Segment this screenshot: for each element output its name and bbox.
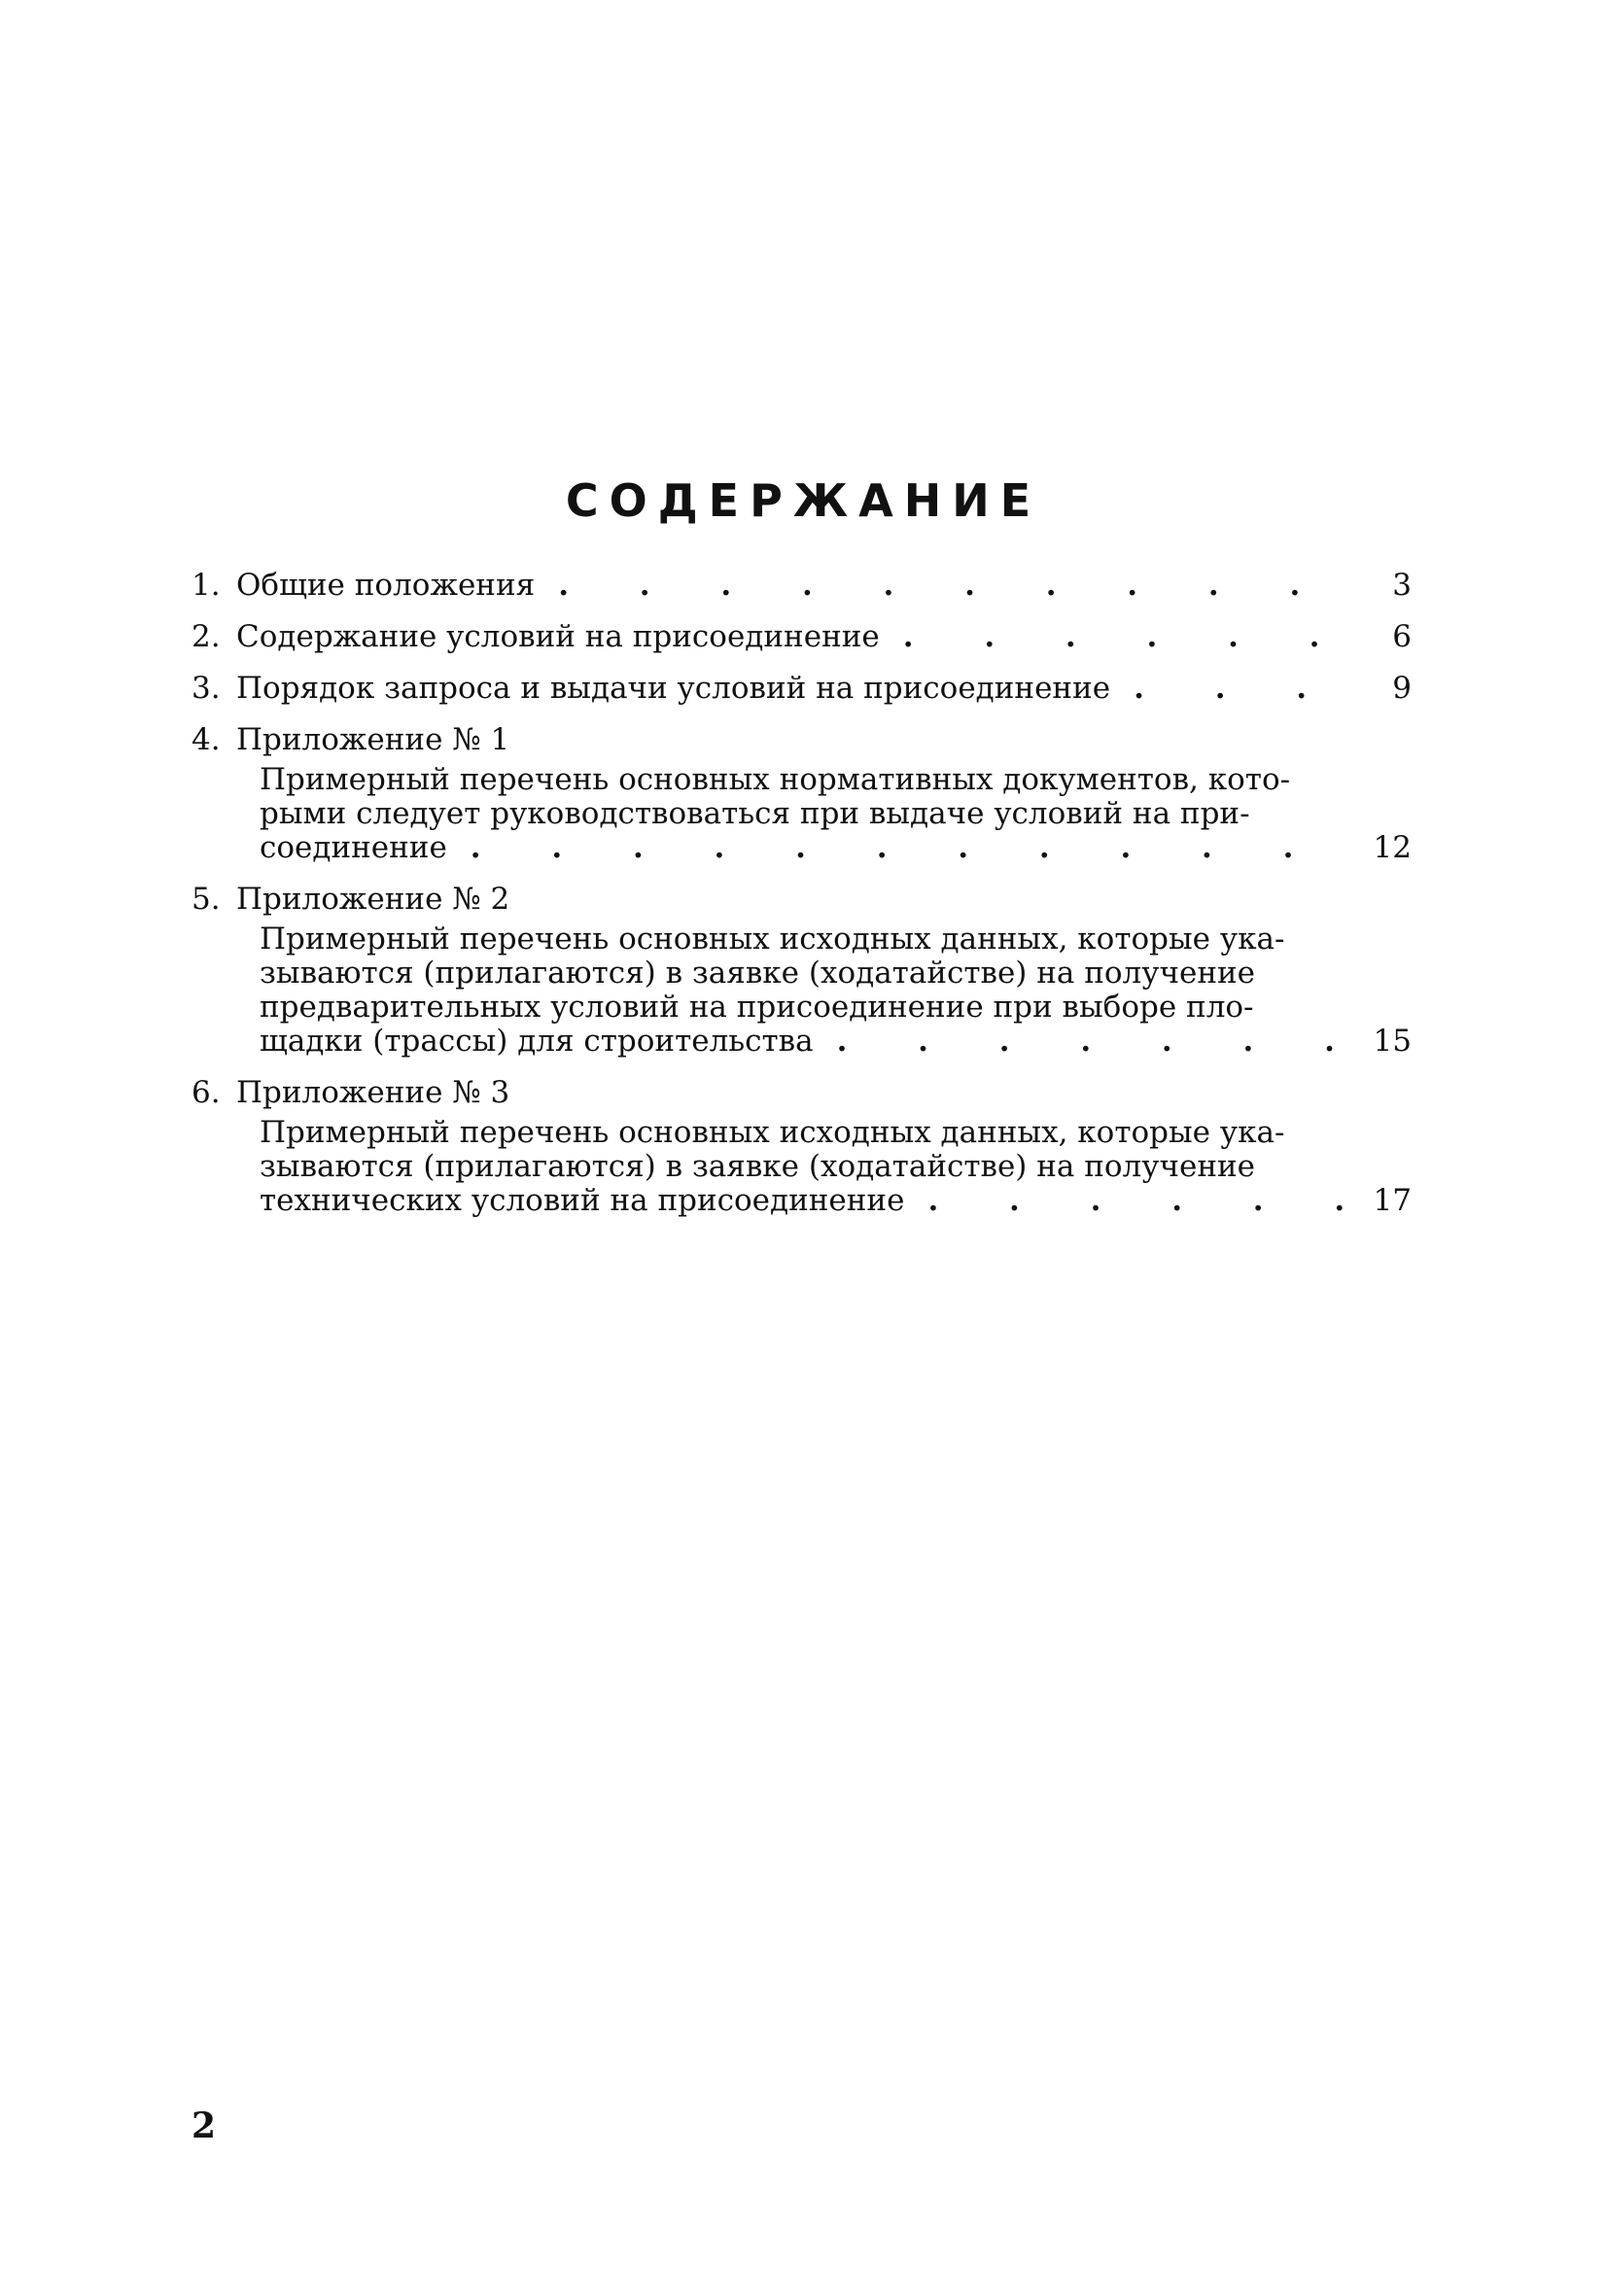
dot-leader	[447, 831, 1355, 865]
toc-entry-number: 3.	[192, 671, 221, 706]
description-line: рыми следует руководствоваться при выдаче условий на при-	[260, 796, 1250, 831]
table-of-contents	[192, 569, 1412, 1218]
description-line: Примерный перечень основных исходных данных, которые ука-	[260, 922, 1285, 957]
dot-leader	[904, 1184, 1355, 1218]
dot-leader	[1110, 672, 1355, 706]
dot-leader	[880, 620, 1355, 654]
toc-entry-description-last	[260, 1025, 1412, 1059]
toc-entry-label: Порядок запроса и выдачи условий на присоединение	[236, 671, 1111, 706]
toc-entry-number: 5.	[192, 882, 221, 917]
description-line: Примерный перечень основных исходных данных, которые ука-	[260, 1115, 1285, 1150]
description-line: зываются (прилагаются) в заявке (ходатайстве) на получение	[260, 1149, 1255, 1184]
toc-entry-number: 2.	[192, 619, 221, 654]
description-line: предварительных условий на присоединение при выборе пло-	[260, 990, 1254, 1025]
dot-leader	[814, 1025, 1355, 1059]
toc-entry-number: 6.	[192, 1075, 221, 1110]
toc-entry-4	[192, 723, 1412, 865]
toc-entry-number: 4.	[192, 722, 221, 757]
toc-entry-5	[192, 883, 1412, 1059]
toc-entry-page: 3	[1392, 568, 1412, 603]
toc-entry-page: 17	[1373, 1183, 1412, 1218]
toc-entry-label: Приложение № 2	[236, 882, 510, 917]
toc-entry-2	[192, 620, 1412, 654]
toc-entry-page: 6	[1392, 619, 1412, 654]
toc-entry-page: 9	[1392, 671, 1412, 706]
page-number: 2	[192, 2105, 217, 2146]
dot-leader	[535, 569, 1355, 603]
description-line: щадки (трассы) для строительства	[260, 1024, 814, 1059]
description-line: зываются (прилагаются) в заявке (ходатайстве) на получение	[260, 956, 1255, 991]
description-line: технических условий на присоединение	[260, 1183, 905, 1218]
toc-entry-label: Приложение № 1	[236, 722, 510, 757]
toc-entry-3	[192, 672, 1412, 706]
toc-entry-label: Общие положения	[236, 568, 536, 603]
toc-entry-description	[260, 1116, 1334, 1184]
toc-entry-label: Приложение № 3	[236, 1075, 510, 1110]
toc-entry-description-last	[260, 831, 1412, 865]
toc-entry-page: 12	[1373, 830, 1412, 865]
toc-entry-page: 15	[1373, 1024, 1412, 1059]
toc-entry-number: 1.	[192, 568, 221, 603]
toc-entry-6	[192, 1076, 1412, 1218]
description-line: Примерный перечень основных нормативных документов, кото-	[260, 762, 1291, 797]
toc-entry-1	[192, 569, 1412, 603]
toc-entry-label: Содержание условий на присоединение	[236, 619, 880, 654]
page-title: СОДЕРЖАНИЕ	[565, 474, 1042, 527]
description-line: соединение	[260, 830, 447, 865]
toc-entry-description	[260, 922, 1334, 1025]
toc-entry-description-last	[260, 1184, 1412, 1218]
toc-entry-description	[260, 763, 1334, 831]
